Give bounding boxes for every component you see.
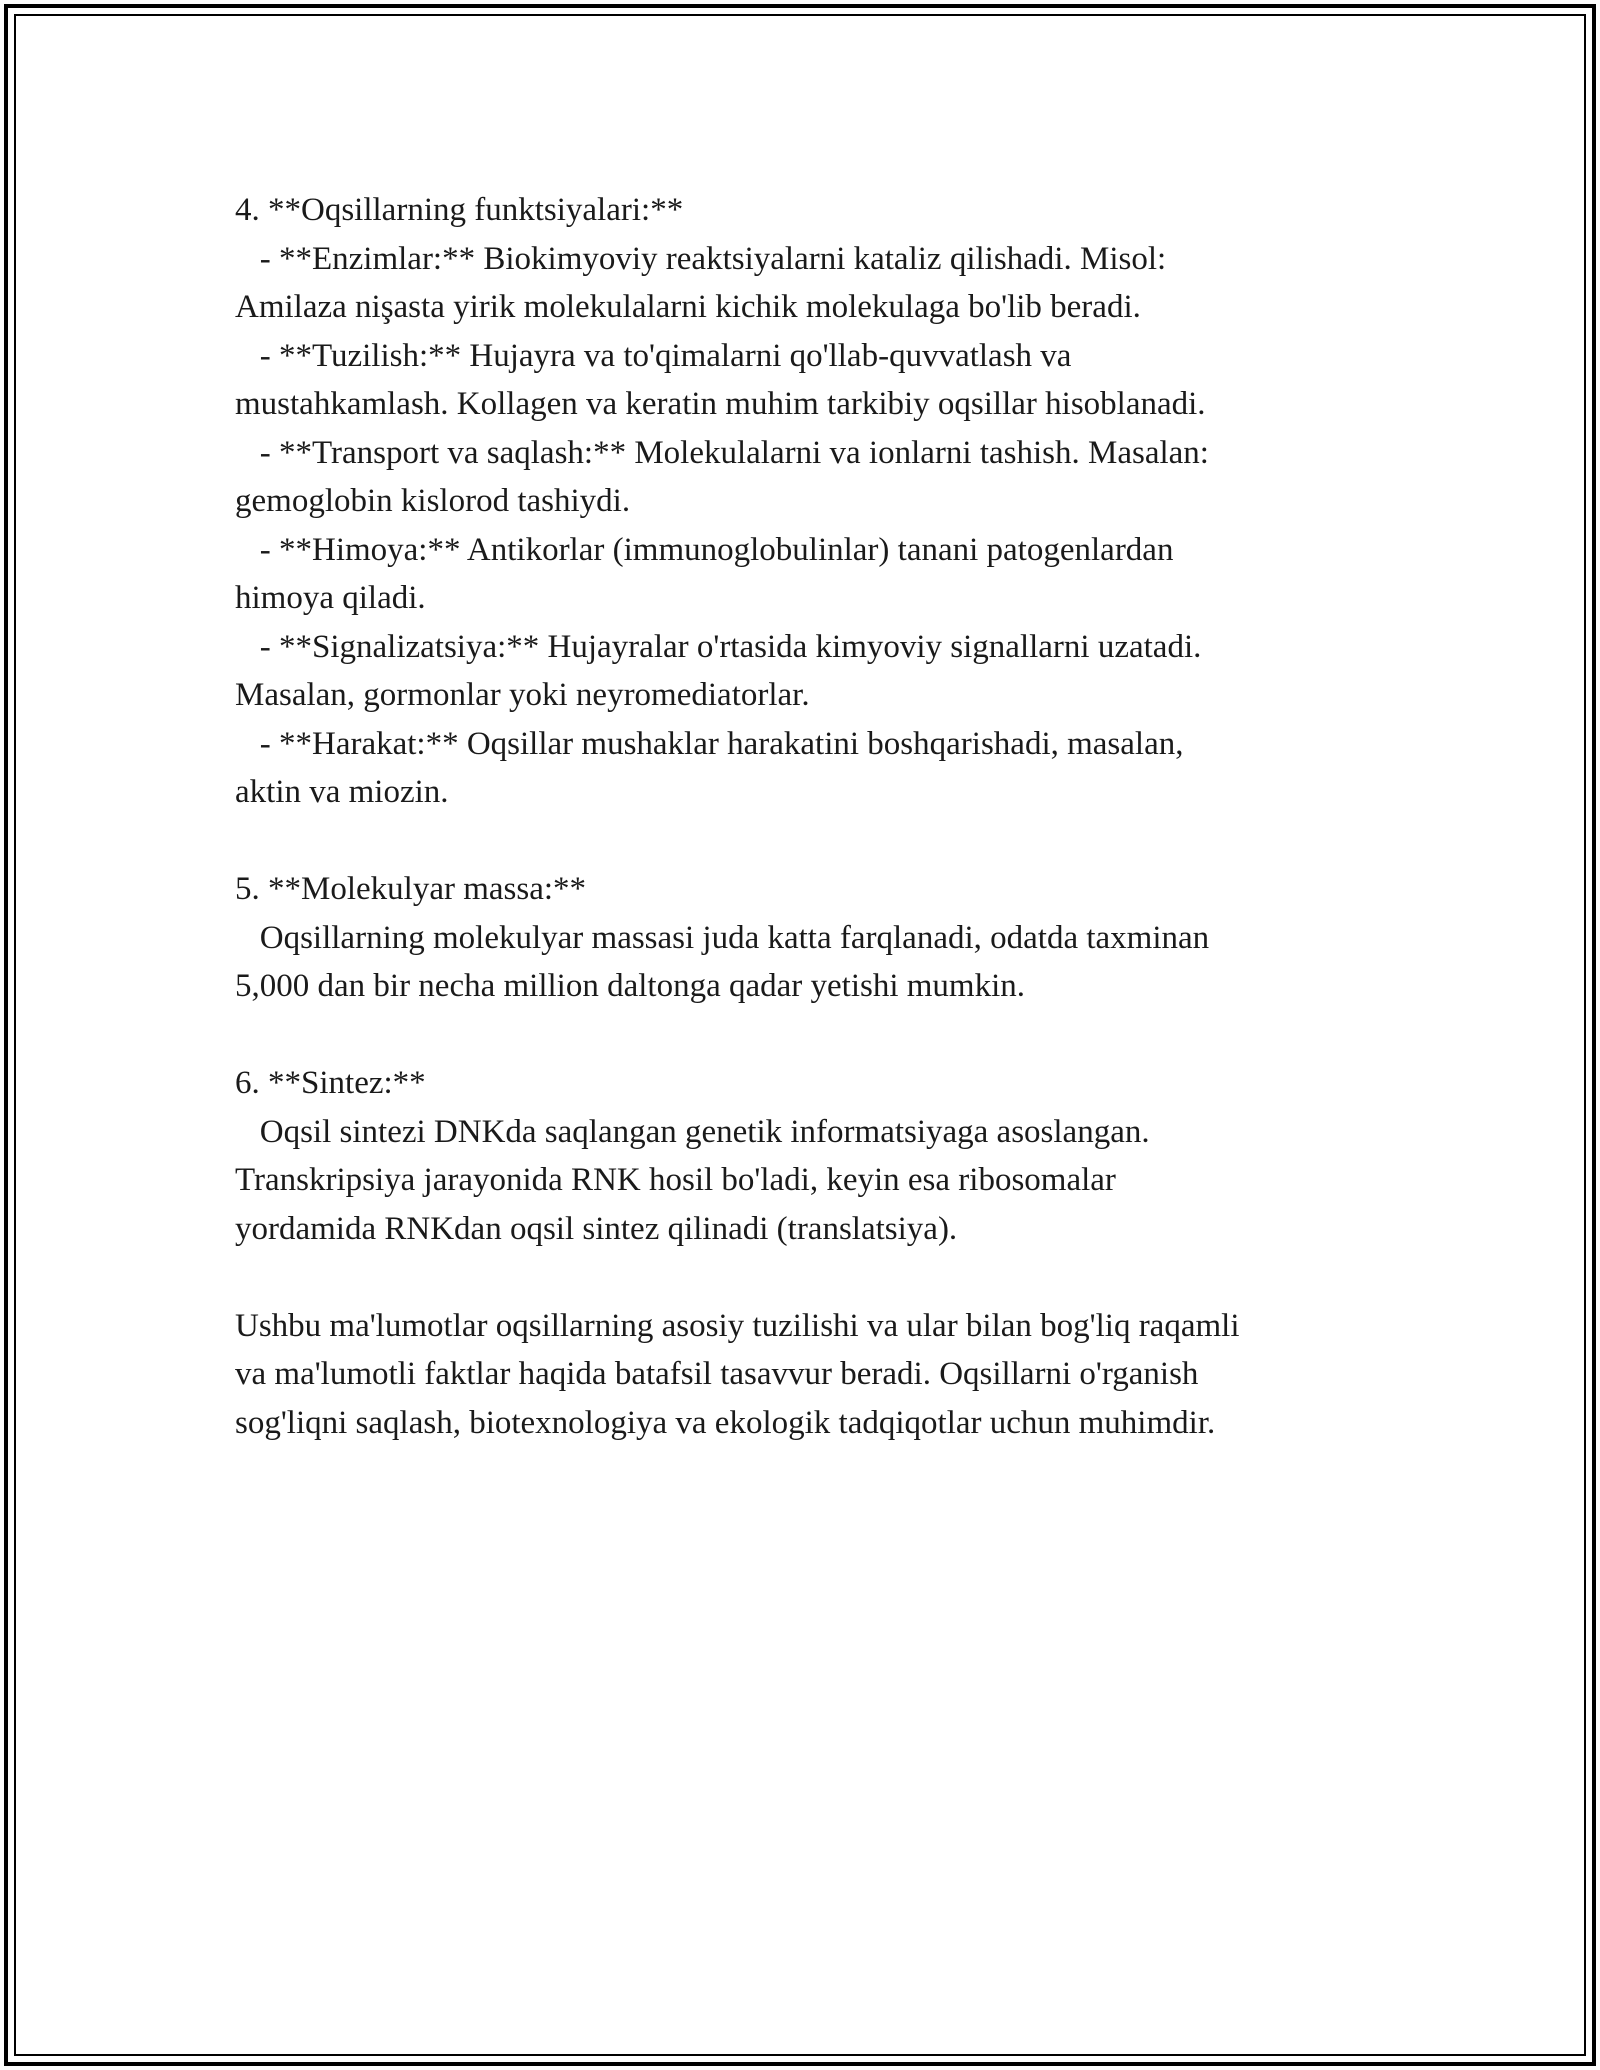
signaling-item-cont: Masalan, gormonlar yoki neyromediatorlar. <box>235 677 810 713</box>
paragraph-gap <box>235 1011 1395 1060</box>
section-6-heading: 6. **Sintez:** <box>235 1065 426 1101</box>
structure-item-cont: mustahkamlash. Kollagen va keratin muhim tarkibiy oqsillar hisoblanadi. <box>235 386 1206 422</box>
paragraph-gap <box>235 817 1395 866</box>
signaling-item: - **Signalizatsiya:** Hujayralar o'rtasida kimyoviy signallarni uzatadi. <box>235 628 1202 665</box>
structure-item: - **Tuzilish:** Hujayra va to'qimalarni qo'llab-quvvatlash va <box>235 337 1072 374</box>
section-6-text: Oqsil sintezi DNKda saqlangan genetik informatsiyaga asoslangan. <box>235 1113 1150 1150</box>
enzymes-item: - **Enzimlar:** Biokimyoviy reaktsiyalarni kataliz qilishadi. Misol: <box>235 240 1167 277</box>
transport-item-cont: gemoglobin kislorod tashiydi. <box>235 483 631 519</box>
summary-text-cont: sog'liqni saqlash, biotexnologiya va ekologik tadqiqotlar uchun muhimdir. <box>235 1404 1216 1441</box>
summary-text: Ushbu ma'lumotlar oqsillarning asosiy tuzilishi va ular bilan bog'liq raqamli <box>235 1307 1240 1344</box>
paragraph-gap <box>235 1253 1395 1302</box>
movement-item-cont: aktin va miozin. <box>235 774 449 810</box>
document-body <box>235 186 1395 1447</box>
enzymes-item-cont: Amilaza nişasta yirik molekulalarni kichik molekulaga bo'lib beradi. <box>235 289 1141 325</box>
section-5-text-cont: 5,000 dan bir necha million daltonga qadar yetishi mumkin. <box>235 968 1026 1004</box>
section-5-text: Oqsillarning molekulyar massasi juda katta farqlanadi, odatda taxminan <box>235 919 1210 956</box>
section-5-heading: 5. **Molekulyar massa:** <box>235 871 587 907</box>
section-4-heading: 4. **Oqsillarning funktsiyalari:** <box>235 192 684 228</box>
defense-item: - **Himoya:** Antikorlar (immunoglobulinlar) tanani patogenlardan <box>235 531 1174 568</box>
movement-item: - **Harakat:** Oqsillar mushaklar harakatini boshqarishadi, masalan, <box>235 725 1184 762</box>
transport-item: - **Transport va saqlash:** Molekulalarni va ionlarni tashish. Masalan: <box>235 434 1209 471</box>
section-6-text-cont: Transkripsiya jarayonida RNK hosil bo'ladi, keyin esa ribosomalar <box>235 1162 1116 1198</box>
summary-text-cont: va ma'lumotli faktlar haqida batafsil tasavvur beradi. Oqsillarni o'rganish <box>235 1356 1199 1392</box>
section-6-text-cont: yordamida RNKdan oqsil sintez qilinadi (translatsiya). <box>235 1210 958 1247</box>
defense-item-cont: himoya qiladi. <box>235 580 426 616</box>
